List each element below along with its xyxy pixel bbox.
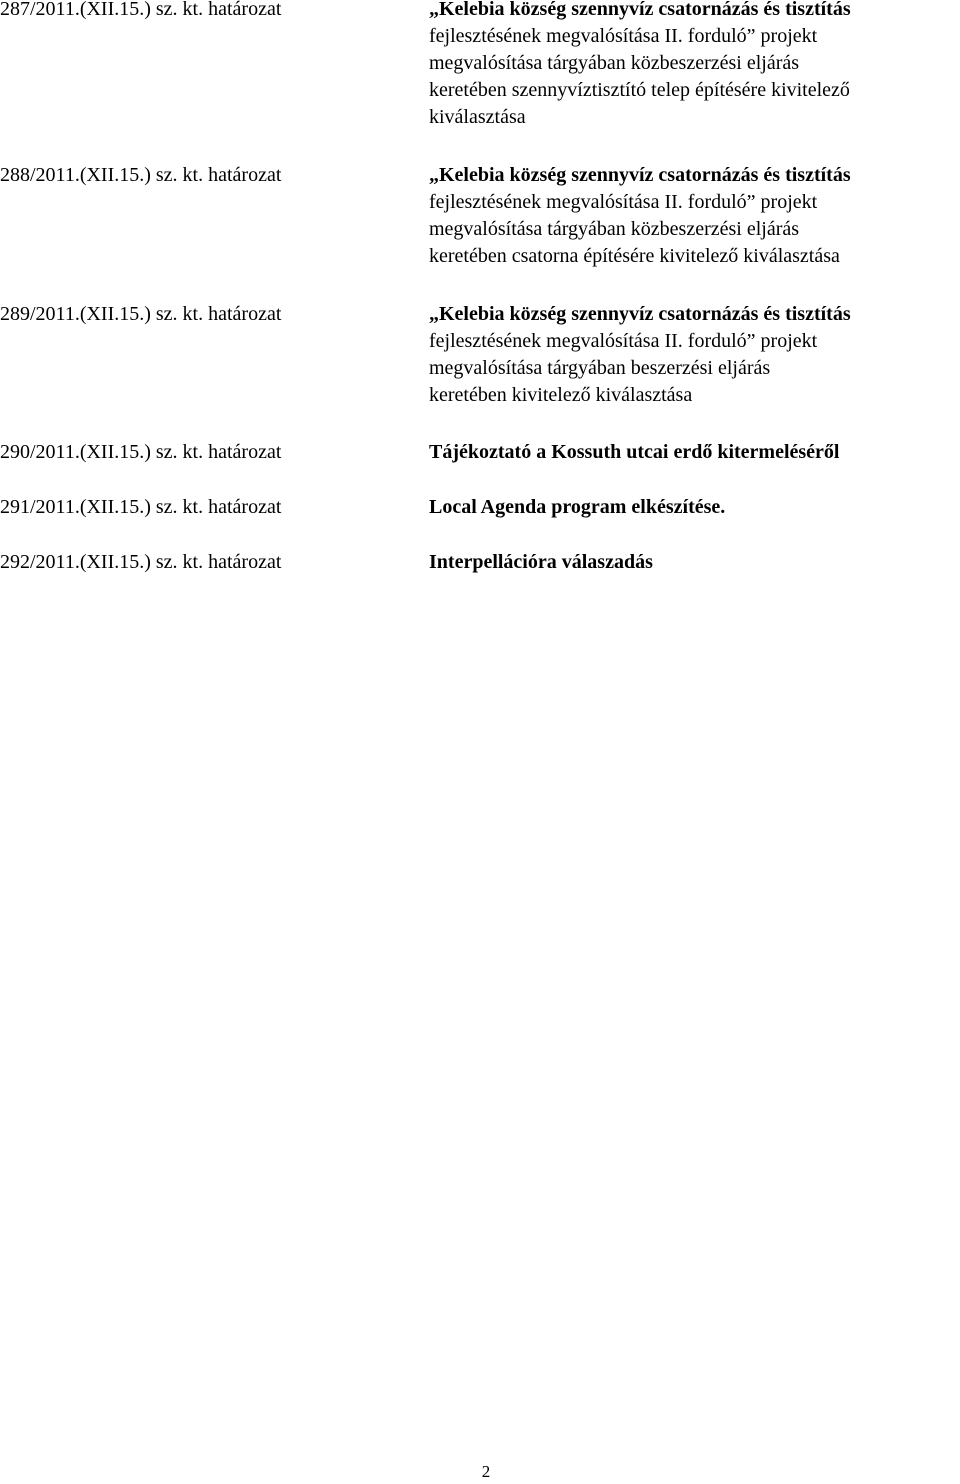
resolution-number: 289/2011.(XII.15.) sz. kt. határozat (0, 303, 282, 325)
title-line: megvalósítása tárgyában beszerzési eljárás (429, 357, 771, 379)
title-line: megvalósítása tárgyában közbeszerzési eljárás (429, 218, 800, 240)
title-line: kiválasztása (429, 106, 526, 128)
resolution-number: 292/2011.(XII.15.) sz. kt. határozat (0, 551, 282, 573)
title-line: Interpellációra válaszadás (429, 551, 653, 573)
resolution-title (429, 549, 959, 576)
resolution-number: 290/2011.(XII.15.) sz. kt. határozat (0, 441, 282, 463)
title-line: Local Agenda program elkészítése. (429, 496, 726, 518)
title-line: megvalósítása tárgyában közbeszerzési eljárás (429, 52, 800, 74)
page-number: 2 (481, 1462, 491, 1481)
resolution-title (429, 162, 959, 270)
resolution-number: 291/2011.(XII.15.) sz. kt. határozat (0, 496, 282, 518)
title-line: fejlesztésének megvalósítása II. forduló” projekt (429, 191, 818, 213)
title-line: keretében kivitelező kiválasztása (429, 384, 693, 406)
title-line: keretében csatorna építésére kivitelező kiválasztása (429, 245, 840, 267)
title-line: „Kelebia község szennyvíz csatornázás és tisztítás (429, 303, 851, 325)
resolution-title (429, 301, 959, 409)
title-line: fejlesztésének megvalósítása II. forduló” projekt (429, 25, 818, 47)
resolution-title (429, 0, 959, 131)
resolution-number: 287/2011.(XII.15.) sz. kt. határozat (0, 0, 282, 20)
resolution-title (429, 439, 959, 466)
resolution-number: 288/2011.(XII.15.) sz. kt. határozat (0, 164, 282, 186)
title-line: Tájékoztató a Kossuth utcai erdő kitermeléséről (429, 441, 840, 463)
title-line: keretében szennyvíztisztító telep építésére kivitelező (429, 79, 850, 101)
title-line: „Kelebia község szennyvíz csatornázás és tisztítás (429, 164, 851, 186)
title-line: „Kelebia község szennyvíz csatornázás és tisztítás (429, 0, 851, 20)
resolution-title (429, 494, 959, 521)
title-line: fejlesztésének megvalósítása II. forduló” projekt (429, 330, 818, 352)
